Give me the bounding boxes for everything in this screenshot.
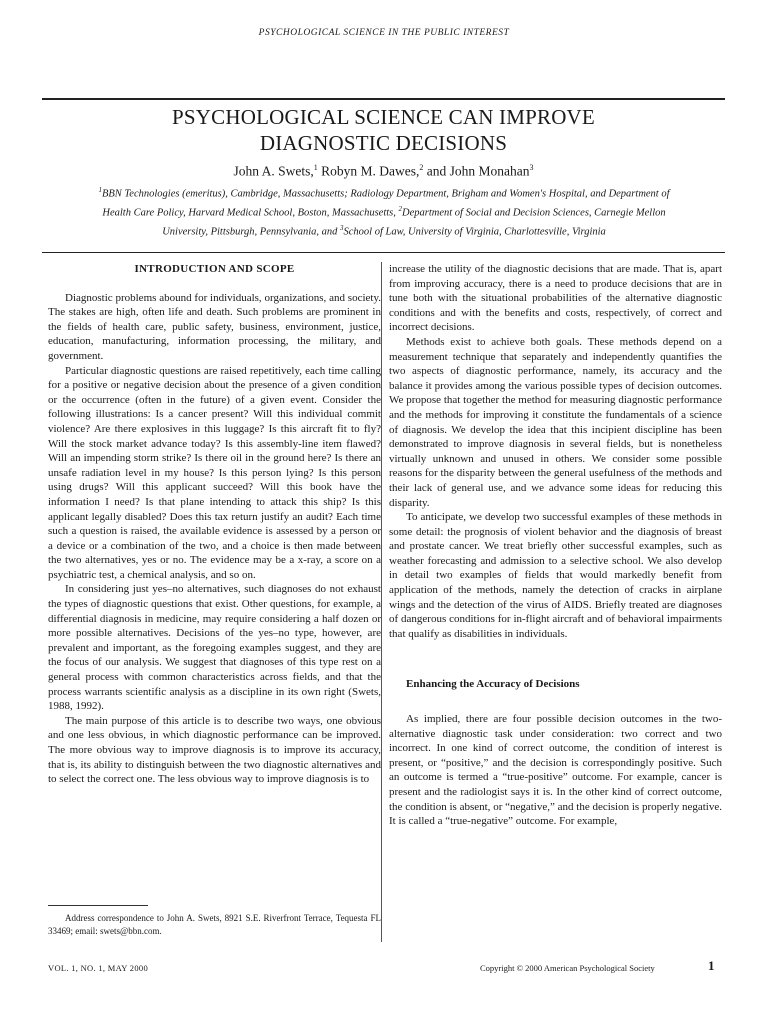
body-paragraph: As implied, there are four possible decision outcomes in the two-alternative diagnostic task under consideration: two correct and two incorrect. In one kind of correct outcome, the condition of interest is present, or “positive,” and the decision is correspondingly positive. Such an outcome is termed a “true-positive” outcome. For example, cancer is present and the radiologist says it is. In the other kind of correct outcome, the condition is absent, or “negative,” and the decision is properly negative. It is called a “true-negative” outcome. For example, <box>389 713 722 828</box>
section-heading: INTRODUCTION AND SCOPE <box>134 263 295 275</box>
body-paragraph: In considering just yes–no alternatives, such diagnoses do not exhaust the types of diagnostic questions that exist. Other questions, for example, a differential diagnosis in medicine, may require considering a half dozen or more possible alternatives. Decisions of the yes–no type, however, are prevalent and important, as the foregoing examples suggest, and they are the focus of our analysis. We suggest that diagnoses of this type rest on a general process with common characteristics across fields, and that the process warrants scientific analysis as a discipline in its own right (Swets, 1988, 1992). <box>48 583 381 713</box>
affiliations <box>95 183 673 240</box>
title-line-1: PSYCHOLOGICAL SCIENCE CAN IMPROVE <box>172 105 595 129</box>
article-title <box>42 104 725 156</box>
volume-info: VOL. 1, NO. 1, MAY 2000 <box>48 963 149 973</box>
body-paragraph: Particular diagnostic questions are raised repetitively, each time calling for a positive or negative decision about the presence of a given condition or the occurrence (often in the future) of a given event. Consider the following illustrations: Is a cancer present? Will this individual commit violence? Are there explosives in this luggage? Is this aircraft fit to fly? Will the stock market advance today? Is this assembly-line item flawed? Will an impending storm strike? Is there oil in the ground here? Is there an unsafe radiation level in my house? Is this person lying? Is this person using drugs? Will this applicant succeed? Will this book have the information I need? Is that plane intending to attack this ship? Is this applicant legally disabled? Does this tax return justify an audit? Each time such a question is raised, the available evidence is assessed by a person or a device or a combination of the two, and a choice is then made between the two alternatives, yes or no. The evidence may be a x-ray, a score on a psychiatric test, a chemical analysis, and so on. <box>48 364 381 581</box>
author-mark: 2 <box>419 163 424 172</box>
author-name: and John Monahan <box>426 163 530 179</box>
running-head: PSYCHOLOGICAL SCIENCE IN THE PUBLIC INTEREST <box>258 28 510 38</box>
page-number: 1 <box>708 958 715 973</box>
author-name: Robyn M. Dawes, <box>321 163 420 179</box>
body-paragraph: To anticipate, we develop two successful examples of these methods in some detail: the prognosis of violent behavior and the diagnosis of breast and prostate cancer. We treat briefly other successful examples, such as weather forecasting and admission to a selective school. We also develop in detail two examples of fields that would markedly benefit from application of the methods, namely the detection of cracks in airplane wings and the detection of the virus of AIDS. Briefly treated are diagnoses of dangerous conditions for in-flight aircraft and of behavioral impairments that qualify as disabilities in individuals. <box>389 511 722 640</box>
title-top-rule <box>42 98 725 100</box>
author-list <box>42 163 725 180</box>
body-paragraph: Methods exist to achieve both goals. These methods depend on a measurement technique that separately and independently quantifies the two aspects of diagnostic performance, namely, its accuracy and the balance it provides among the various possible types of decision outcomes. We propose that together the method for measuring diagnostic performance and the methods for improving it constitute the fundamentals of a science of diagnosis. We develop the idea that this incipient discipline has been demonstrated to improve diagnosis in several fields, but is nonetheless virtually unknown and unused in others. We consider some possible reasons for the disparity between the general usefulness of the methods and their lack of general use, and we advance some ideas for reducing this disparity. <box>389 335 722 509</box>
right-column <box>389 262 722 829</box>
subsection-heading: Enhancing the Accuracy of Decisions <box>406 678 580 691</box>
affiliation-mark: 1 <box>98 186 102 194</box>
footnote <box>48 912 381 938</box>
affiliation-text: Department of Social and Decision Sciences, Carnegie Mellon University, Pittsburgh, Pennsylvania, and <box>162 207 666 238</box>
body-paragraph: Diagnostic problems abound for individuals, organizations, and society. The stakes are high, often life and death. Such problems are prominent in the fields of health care, public safety, business, environment, justice, education, manufacturing, information processing, the military, and government. <box>48 291 381 362</box>
affiliation-mark: 2 <box>398 205 402 213</box>
continued-paragraph: increase the utility of the diagnostic decisions that are made. That is, apart from improving accuracy, there is a need to produce decisions that are in tune both with the situational probabilities of the alternative diagnostic conditions and with the benefits and costs, respectively, of correct and incorrect decisions. <box>389 263 722 334</box>
author-mark: 3 <box>529 163 534 172</box>
affiliation-mark: 3 <box>340 224 344 232</box>
header-bottom-rule <box>42 252 725 253</box>
footnote-text: Address correspondence to John A. Swets, 8921 S.E. Riverfront Terrace, Tequesta FL 33469; email: swets@bbn.com. <box>48 913 381 936</box>
copyright-notice: Copyright © 2000 American Psychological Society <box>480 963 655 973</box>
affiliation-text: School of Law, University of Virginia, Charlottesville, Virginia <box>343 226 606 238</box>
footnote-rule <box>48 905 148 906</box>
author-mark: 1 <box>313 163 318 172</box>
author-name: John A. Swets, <box>233 163 314 179</box>
column-divider <box>381 262 382 942</box>
title-line-2: DIAGNOSTIC DECISIONS <box>259 131 508 155</box>
left-column <box>48 262 381 787</box>
affiliation-text: BBN Technologies (emeritus), Cambridge, Massachusetts; Radiology Department, Brigham and Women's Hospital, and Department of Health Care Policy, Harvard Medical School, Boston, Massachusetts, <box>101 188 670 219</box>
body-paragraph: The main purpose of this article is to describe two ways, one obvious and one less obvious, in which diagnostic performance can be improved. The more obvious way to improve diagnosis is to improve its accuracy, that is, its ability to distinguish between the two diagnostic alternatives and to select the correct one. The less obvious way to improve diagnosis is to <box>48 714 381 786</box>
